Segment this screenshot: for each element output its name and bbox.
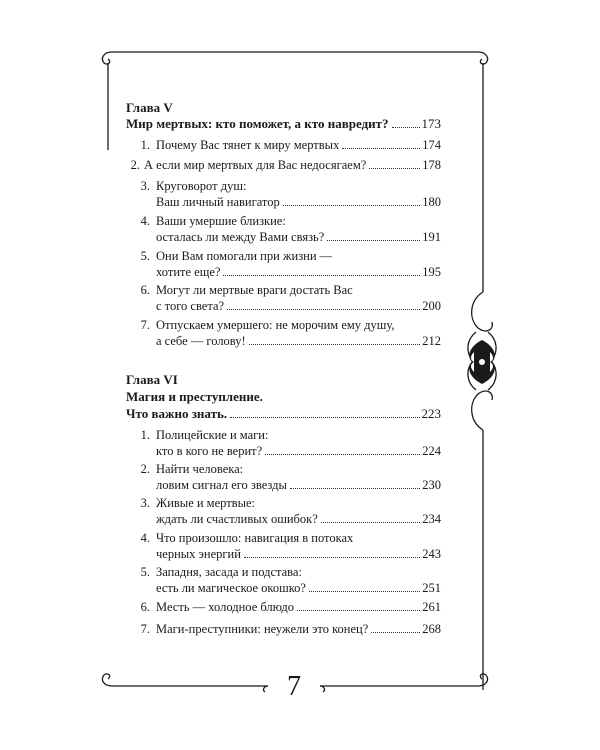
entry-number: 6. (140, 283, 150, 297)
chapter-6-title[interactable] (126, 406, 441, 422)
dot-leader (223, 275, 420, 276)
entry-title: ловим сигнал его звезды (156, 477, 287, 492)
toc-entry-5-3[interactable] (126, 179, 441, 210)
entry-title: Маги-преступники: неужели это конец? (156, 622, 369, 636)
entry-title-line: Западня, засада и подстава: (156, 565, 302, 579)
entry-page: 230 (422, 477, 441, 492)
chapter-5-title-text: Мир мертвых: кто поможет, а кто навредит? (126, 116, 389, 131)
chapter-6-title-line: Магия и преступление. (126, 389, 263, 404)
entry-title: Месть — холодное блюдо (156, 600, 294, 614)
dot-leader (249, 344, 421, 345)
entry-page: 268 (422, 622, 441, 636)
toc-entry-6-3[interactable] (126, 496, 441, 527)
entry-number: 7. (140, 622, 150, 636)
toc-entry-5-7[interactable] (126, 318, 441, 349)
toc-entry-5-4[interactable] (126, 214, 441, 245)
dot-leader (283, 205, 421, 206)
entry-page: 174 (422, 138, 441, 152)
chapter-5-title[interactable] (126, 116, 441, 132)
dot-leader (369, 168, 420, 169)
entry-title-line: Живые и мертвые: (156, 496, 256, 510)
entry-number: 4. (140, 214, 150, 228)
entry-title: есть ли магическое окошко? (156, 580, 306, 595)
toc-entry-6-5[interactable] (126, 565, 441, 596)
entry-title: Ваш личный навигатор (156, 194, 280, 209)
entry-title-line: Полицейские и маги: (156, 428, 269, 442)
entry-title: хотите еще? (156, 264, 221, 279)
entry-number: 5. (140, 565, 150, 579)
entry-number: 1. (140, 138, 150, 152)
dot-leader (297, 610, 420, 611)
entry-number: 2. (130, 158, 140, 172)
toc-entry-5-6[interactable] (126, 283, 441, 314)
entry-title: с того света? (156, 298, 225, 313)
toc-entry-5-1[interactable] (126, 138, 441, 154)
dot-leader (321, 522, 420, 523)
dot-leader (227, 309, 420, 310)
entry-number: 7. (140, 318, 150, 332)
entry-page: 212 (422, 333, 441, 348)
entry-number: 3. (140, 496, 150, 510)
entry-page: 178 (422, 158, 441, 172)
dot-leader (230, 417, 419, 418)
entry-title-line: Круговорот душ: (156, 179, 247, 193)
entry-page: 195 (422, 264, 441, 279)
entry-title: а себе — голову! (156, 333, 246, 348)
entry-number: 3. (140, 179, 150, 193)
entry-number: 5. (140, 249, 150, 263)
dot-leader (265, 454, 420, 455)
entry-title: черных энергий (156, 546, 241, 561)
toc-entry-6-2[interactable] (126, 462, 441, 493)
dot-leader (392, 127, 420, 128)
dot-leader (309, 591, 420, 592)
dot-leader (244, 557, 420, 558)
dot-leader (327, 240, 420, 241)
chapter-6-page: 223 (421, 406, 441, 421)
dot-leader (371, 632, 420, 633)
entry-page: 261 (422, 600, 441, 614)
entry-page: 191 (422, 229, 441, 244)
chapter-5-label: Глава V (126, 100, 173, 115)
dot-leader (290, 488, 420, 489)
entry-page: 180 (422, 194, 441, 209)
page-number: 7 (287, 671, 301, 702)
entry-title-line: Отпускаем умершего: не морочим ему душу, (156, 318, 395, 332)
toc-entry-5-2[interactable] (126, 158, 441, 174)
entry-title: осталась ли между Вами связь? (156, 229, 325, 244)
chapter-6-title-text: Что важно знать. (126, 406, 228, 421)
chapter-6-label: Глава VI (126, 372, 178, 387)
toc-entry-6-6[interactable] (126, 600, 441, 616)
entry-title: кто в кого не верит? (156, 443, 263, 458)
chapter-5-page: 173 (421, 116, 441, 131)
entry-title-line: Найти человека: (156, 462, 244, 476)
entry-title: Почему Вас тянет к миру мертвых (156, 138, 340, 152)
entry-title-line: Ваши умершие близкие: (156, 214, 286, 228)
entry-page: 224 (422, 443, 441, 458)
toc-entry-5-5[interactable] (126, 249, 441, 280)
entry-title: А если мир мертвых для Вас недосягаем? (144, 158, 367, 172)
entry-page: 251 (422, 580, 441, 595)
entry-number: 6. (140, 600, 150, 614)
entry-number: 1. (140, 428, 150, 442)
entry-title-line: Что произошло: навигация в потоках (156, 531, 354, 545)
entry-page: 200 (422, 298, 441, 313)
toc-entry-6-7[interactable] (126, 622, 441, 638)
entry-page: 234 (422, 511, 441, 526)
entry-title-line: Они Вам помогали при жизни — (156, 249, 333, 263)
entry-page: 243 (422, 546, 441, 561)
entry-number: 4. (140, 531, 150, 545)
toc-entry-6-4[interactable] (126, 531, 441, 562)
dot-leader (342, 148, 420, 149)
toc-entry-6-1[interactable] (126, 428, 441, 459)
entry-title: ждать ли счастливых ошибок? (156, 511, 318, 526)
entry-title-line: Могут ли мертвые враги достать Вас (156, 283, 353, 297)
entry-number: 2. (140, 462, 150, 476)
